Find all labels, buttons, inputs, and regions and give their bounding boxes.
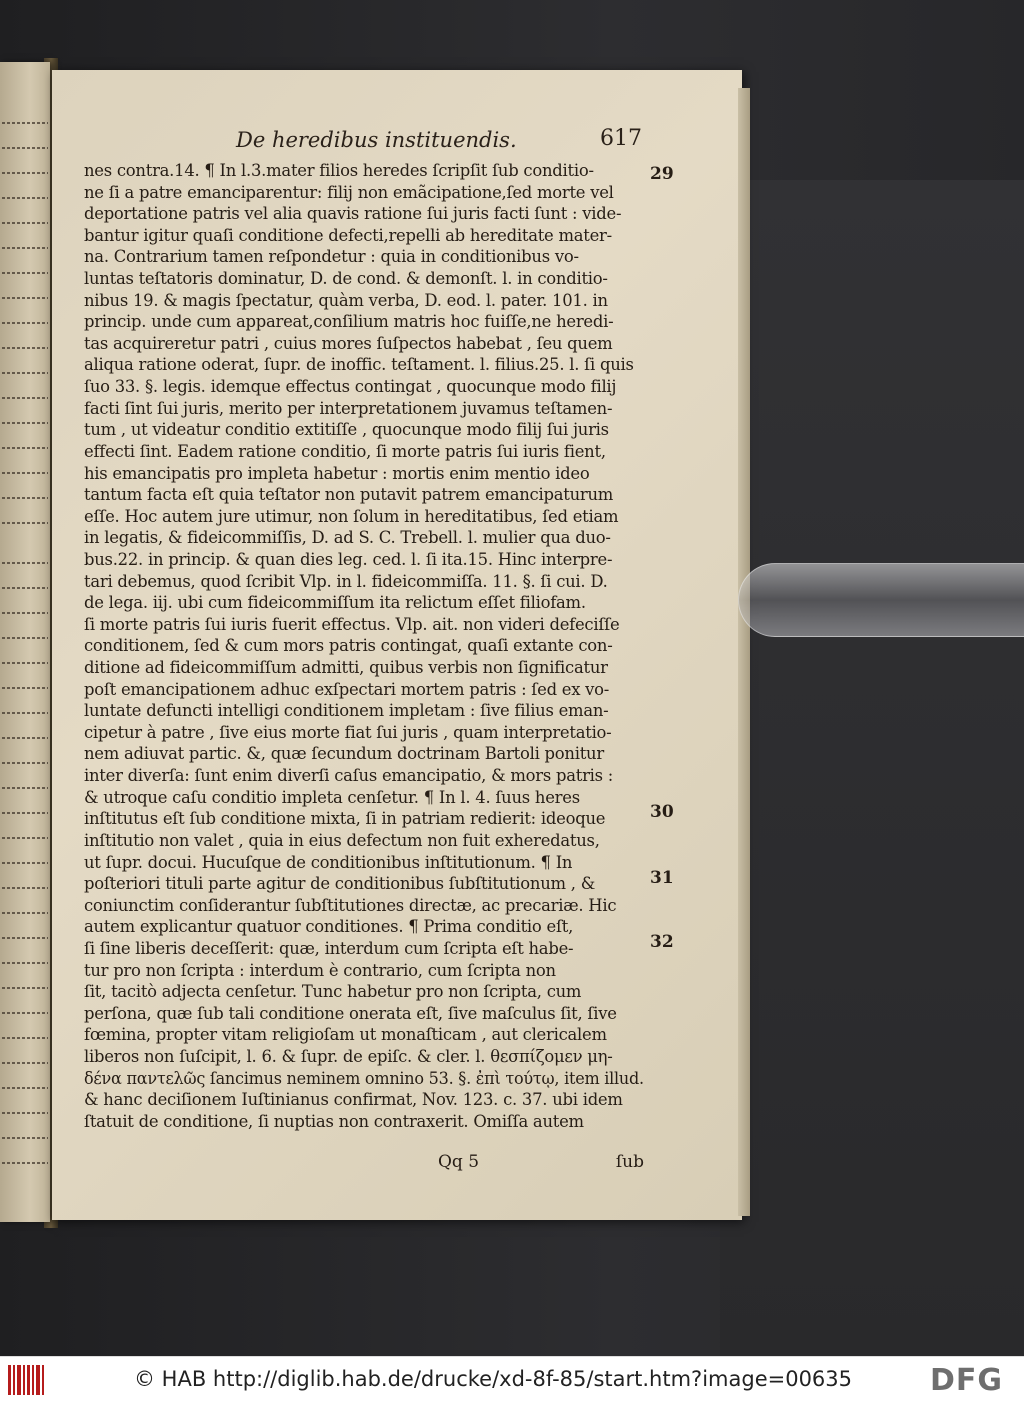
- hab-barcode-icon: [8, 1365, 44, 1395]
- text-line: nem adiuvat partic. &, quæ ſecundum doctrinam Bartoli ponitur: [84, 744, 604, 764]
- dfg-logo: DFG: [930, 1363, 1004, 1398]
- margin-number: 31: [650, 868, 674, 888]
- running-head: De heredibus instituendis.: [236, 128, 517, 152]
- text-line: facti ſint ſui juris, merito per interpretationem juvamus teſtamen-: [84, 398, 613, 418]
- text-line: deportatione patris vel alia quavis ratione ſui juris facti ſunt : vide-: [84, 204, 622, 224]
- text-line: ne ſi a patre emanciparentur: filij non emãcipatione,ſed morte vel: [84, 182, 614, 202]
- text-line: luntas teſtatoris dominatur, D. de cond. & demonſt. l. in conditio-: [84, 269, 608, 289]
- text-line: liberos non ſuſcipit, l. 6. & ſupr. de epiſc. & cler. l. θεσπίζομεν μη-: [84, 1046, 613, 1066]
- text-line: ſi morte patris ſui iuris fuerit effectus. Vlp. ait. non videri defeciſſe: [84, 614, 620, 634]
- text-line: effecti ſint. Eadem ratione conditio, ſi morte patris ſui iuris fient,: [84, 441, 606, 461]
- text-line: tari debemus, quod ſcribit Vlp. in l. fideicommiſſa. 11. §. ſi cui. D.: [84, 571, 608, 591]
- text-line: & hanc deciſionem Iuſtinianus confirmat, Nov. 123. c. 37. ubi idem: [84, 1090, 623, 1110]
- text-line: fœmina, propter vitam religioſam ut monaſticam , aut clericalem: [84, 1025, 607, 1045]
- text-line: ditione ad fideicommiſſum admitti, quibus verbis non ſignificatur: [84, 658, 608, 678]
- text-line: na. Contrarium tamen reſpondetur : quia in conditionibus vo-: [84, 247, 579, 267]
- text-line: tantum facta eſt quia teſtator non putavit patrem emancipaturum: [84, 485, 614, 505]
- page-number: 617: [600, 126, 642, 151]
- text-line: δένα παντελῶς ſancimus neminem omnino 53. §. ἐπὶ τούτῳ, item illud.: [84, 1068, 644, 1088]
- text-line: in legatis, & fideicommiſſis, D. ad S. C. Trebell. l. mulier qua duo-: [84, 528, 611, 548]
- left-page-edge: [0, 62, 50, 1222]
- text-line: tum , ut videatur conditio extitiſſe , quocunque modo filij ſui juris: [84, 420, 609, 440]
- text-line: & utroque caſu conditio impleta cenſetur. ¶ In l. 4. ſuus heres: [84, 787, 580, 807]
- catchword-row: [84, 1152, 644, 1174]
- margin-number: 29: [650, 164, 674, 184]
- margin-number: 32: [650, 932, 674, 952]
- text-line: tas acquireretur patri , cuius mores ſuſpectos habebat , ſeu quem: [84, 333, 613, 353]
- text-line: inter diverſa: ſunt enim diverſi caſus emancipatio, & mors patris :: [84, 766, 614, 786]
- text-line: luntate defuncti intelligi conditionem impletam : ſive filius eman-: [84, 701, 609, 721]
- footer-copyright-link[interactable]: © HAB http://diglib.hab.de/drucke/xd-8f-85/start.htm?image=00635: [134, 1367, 853, 1391]
- catchword: ſub: [615, 1152, 644, 1172]
- text-line: autem explicantur quatuor conditiones. ¶ Prima conditio eſt,: [84, 917, 574, 937]
- text-line: eſſe. Hoc autem jure utimur, non ſolum in hereditatibus, ſed etiam: [84, 506, 619, 526]
- text-line: inſtitutus eſt ſub conditione mixta, ſi in patriam redierit: ideoque: [84, 809, 606, 829]
- text-line: ſi ſine liberis deceſſerit: quæ, interdum cum ſcripta eſt habe-: [84, 938, 574, 958]
- text-line: nes contra.14. ¶ In l.3.mater filios heredes ſcripſit ſub conditio-: [84, 161, 594, 180]
- text-line: poſt emancipationem adhuc exſpectari mortem patris : ſed ex vo-: [84, 679, 610, 699]
- text-line: tur pro non ſcripta : interdum è contrario, cum ſcripta non: [84, 960, 556, 980]
- glass-page-holder: [738, 563, 1024, 637]
- text-line: bantur igitur quaſi conditione defecti,repelli ab hereditate mater-: [84, 225, 612, 245]
- text-line: conditionem, ſed & cum mors patris contingat, quaſi extante con-: [84, 636, 613, 656]
- signature-mark: Qq 5: [438, 1152, 480, 1172]
- footer-bar: [0, 1356, 1024, 1403]
- text-line: coniunctim conſiderantur ſubſtitutiones directæ, ac precariæ. Hic: [84, 895, 617, 915]
- text-line: nibus 19. & magis ſpectatur, quàm verba, D. eod. l. pater. 101. in: [84, 290, 608, 310]
- text-line: ut ſupr. docui. Hucuſque de conditionibus inſtitutionum. ¶ In: [84, 852, 573, 872]
- text-body: [84, 160, 644, 1132]
- text-line: poſteriori tituli parte agitur de conditionibus ſubſtitutionum , &: [84, 874, 596, 894]
- text-line: cipetur à patre , ſive eius morte fiat ſui juris , quam interpretatio-: [84, 722, 612, 742]
- text-line: perſona, quæ ſub tali conditione onerata eſt, ſive maſculus ſit, ſive: [84, 1003, 617, 1023]
- margin-number: 30: [650, 802, 674, 822]
- text-line: his emancipatis pro impleta habetur : mortis enim mentio ideo: [84, 463, 590, 483]
- text-line: ſit, tacitò adjecta cenſetur. Tunc habetur pro non ſcripta, cum: [84, 982, 582, 1002]
- text-line: ſtatuit de conditione, ſi nuptias non contraxerit. Omiſſa autem: [84, 1111, 584, 1131]
- text-line: aliqua ratione oderat, ſupr. de inoffic. teſtament. l. filius.25. l. ſi quis: [84, 355, 634, 375]
- page-stack-edge: [738, 88, 750, 1216]
- text-line: ſuo 33. §. legis. idemque effectus contingat , quocunque modo filij: [84, 377, 617, 397]
- text-line: de lega. iij. ubi cum fideicommiſſum ita relictum eſſet filiofam.: [84, 593, 586, 613]
- text-line: inſtitutio non valet , quia in eius defectum non fuit exheredatus,: [84, 830, 600, 850]
- text-line: princip. unde cum appareat,conſilium matris hoc fuiſſe,ne heredi-: [84, 312, 614, 332]
- background-shadow: [720, 180, 1024, 1356]
- text-line: bus.22. in princip. & quan dies leg. ced. l. ſi ita.15. Hinc interpre-: [84, 549, 613, 569]
